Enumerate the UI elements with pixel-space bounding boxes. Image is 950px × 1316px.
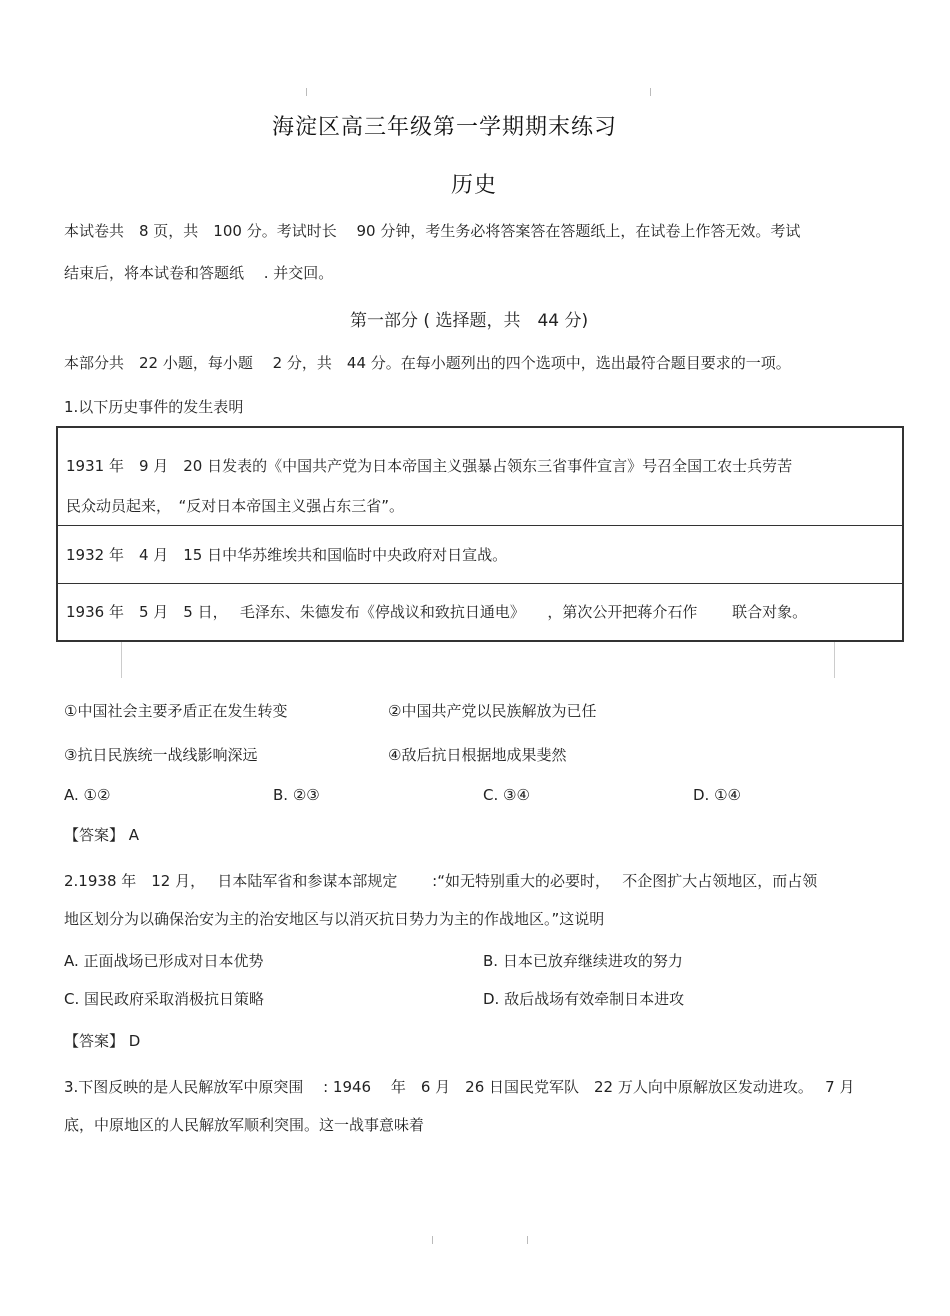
question-2-stem-line-1: 2.1938 年 12 月， 日本陆军省和参谋本部规定 :“如无特别重大的必要时， 不企图扩大占领地区，而占领 — [64, 872, 818, 890]
q2-option-d: D. 敌后战场有效牵制日本进攻 — [483, 990, 685, 1008]
table-row-text: 1936 年 5 月 5 日， 毛泽东、朱德发布《停战议和致抗日通电》 ，第次公开把蒋介石作 联合对象。 — [66, 603, 808, 621]
table-row — [58, 584, 902, 640]
scan-mark — [527, 1236, 528, 1244]
scan-line — [121, 640, 122, 678]
q2-option-b: B. 日本已放弃继续进攻的努力 — [483, 952, 683, 970]
event-table — [56, 426, 904, 642]
subject-title: 历史 — [451, 173, 498, 198]
scan-mark — [306, 88, 307, 96]
part-heading: 第一部分 ( 选择题，共 44 分) — [350, 311, 589, 331]
intro-line-1: 本试卷共 8 页，共 100 分。考试时长 90 分钟，考生务必将答案答在答题纸上，在试卷上作答无效。考试 — [64, 222, 801, 240]
q1-answer: 【答案】 A — [64, 826, 140, 844]
scan-mark — [432, 1236, 433, 1244]
q1-option-a: A. ①② — [64, 786, 111, 804]
statement-4: ④敌后抗日根据地成果斐然 — [388, 746, 567, 764]
table-row — [58, 526, 902, 584]
q1-option-d: D. ①④ — [693, 786, 741, 804]
scan-mark — [650, 88, 651, 96]
q2-option-c: C. 国民政府采取消极抗日策略 — [64, 990, 265, 1008]
table-row-text: 1931 年 9 月 20 日发表的《中国共产党为日本帝国主义强暴占领东三省事件宣言》号召全国工农士兵劳苦 — [66, 457, 793, 475]
question-1-stem: 1.以下历史事件的发生表明 — [64, 398, 244, 416]
table-row-text: 民众动员起来， “反对日本帝国主义强占东三省”。 — [66, 497, 405, 515]
question-3-stem-line-1: 3.下图反映的是人民解放军中原突围 : 1946 年 6 月 26 日国民党军队 22 万人向中原解放区发动进攻。 7 月 — [64, 1078, 855, 1096]
q2-answer: 【答案】 D — [64, 1032, 141, 1050]
table-row — [58, 428, 902, 526]
q1-option-b: B. ②③ — [273, 786, 320, 804]
intro-line-2: 结束后，将本试卷和答题纸 . 并交回。 — [64, 264, 334, 282]
page-title: 海淀区高三年级第一学期期末练习 — [272, 115, 618, 140]
statement-3: ③抗日民族统一战线影响深远 — [64, 746, 258, 764]
table-row-text: 1932 年 4 月 15 日中华苏维埃共和国临时中央政府对日宣战。 — [66, 546, 508, 564]
statement-2: ②中国共产党以民族解放为已任 — [388, 702, 597, 720]
statement-1: ①中国社会主要矛盾正在发生转变 — [64, 702, 288, 720]
question-3-stem-line-2: 底，中原地区的人民解放军顺利突围。这一战事意味着 — [64, 1116, 425, 1134]
q2-option-a: A. 正面战场已形成对日本优势 — [64, 952, 264, 970]
q1-option-c: C. ③④ — [483, 786, 530, 804]
part-instruction: 本部分共 22 小题，每小题 2 分，共 44 分。在每小题列出的四个选项中，选出最符合题目要求的一项。 — [64, 354, 791, 372]
question-2-stem-line-2: 地区划分为以确保治安为主的治安地区与以消灭抗日势力为主的作战地区。”这说明 — [64, 910, 605, 928]
scan-line — [834, 640, 835, 678]
